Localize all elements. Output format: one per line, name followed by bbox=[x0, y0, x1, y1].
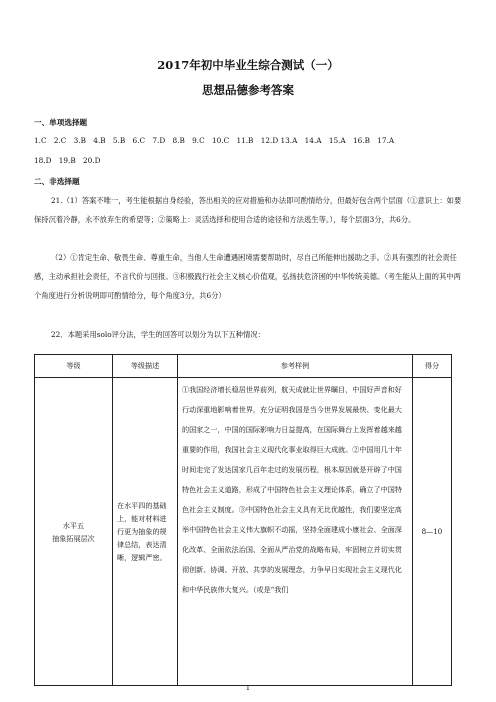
level-subname: 抽象拓展层次 bbox=[52, 533, 95, 543]
header-level: 等级 bbox=[35, 355, 113, 378]
question-21-part-1 bbox=[34, 191, 464, 229]
page-number: 1 bbox=[245, 684, 251, 692]
section2-heading: 二、非选择题 bbox=[34, 177, 80, 186]
score-cell: 8—10 bbox=[413, 378, 452, 686]
header-description: 等级描述 bbox=[113, 355, 178, 378]
header-score: 得分 bbox=[413, 355, 452, 378]
description-cell: 在水平四的基础上，能对材料进行更为抽象的规律总结，表达清晰，逻辑严密。 bbox=[113, 378, 178, 686]
answers-line-2: 18.D 19.B 20.D bbox=[34, 156, 101, 165]
q21-2-text: （2）①肯定生命、敬畏生命、尊重生命，当他人生命遭遇困境需要帮助时，尽自己所能伸出援助之手。②具有强烈的社会责任感，主动承担社会责任，不言代价与回报。③积极践行社会主义核心价值观，弘扬扶危济困的中华传统美德。（考生能从上面的其中两个角度进行分析说明即可酌情给分，每个角度3分，共6分） bbox=[34, 253, 461, 300]
answers-line-1: 1.C 2.C 3.B 4.B 5.B 6.C 7.D 8.B 9.C 10.C 11.B 12.D 13.A 14.A 15.A 16.B 17.A bbox=[34, 136, 395, 145]
page-subtitle: 思想品德参考答案 bbox=[202, 83, 294, 97]
table-header-row bbox=[35, 355, 452, 378]
example-cell: ①我国经济增长稳居世界前列，航天成就让世界瞩目，中国好声音和好行动深重地影响着世界，充分证明我国是当今世界发展最快、变化最大的国家之一，中国的国际影响力日益提高，在国际舞台上发挥着越来越重要的作用，我国社会主义现代化事业取得巨大成就。②中国用几十年时间走完了发达国家几百年走过的发展历程，根本原因就是开辟了中国特色社会主义道路，形成了中国特色社会主义理论体系，确立了中国特色社会主义制度。③中国特色社会主义具有无比优越性，我们要坚定高举中国特色社会主义伟大旗帜不动摇，坚持全面建成小康社会、全面深化改革、全面依法治国、全面从严治党的战略布局，牢固树立并切实贯彻创新、协调、开放、共享的发展理念，力争早日实现社会主义现代化和中华民族伟大复兴。（或是“我们 bbox=[178, 378, 413, 686]
question-22-intro bbox=[34, 325, 464, 344]
level-name: 水平五 bbox=[62, 520, 85, 530]
level-cell bbox=[35, 378, 113, 686]
table-row bbox=[35, 378, 452, 686]
page-title: 2017年初中毕业生综合测试（一） bbox=[157, 58, 339, 72]
question-21-part-2 bbox=[34, 248, 464, 305]
q22-text: 22．本题采用solo评分法，学生的回答可以划分为以下五种情况： bbox=[51, 330, 265, 339]
header-example: 参考样例 bbox=[178, 355, 413, 378]
q21-1-text: 21.（1）答案不唯一，考生能根据自身经验，答出相关的应对措施和办法即可酌情给分，但最好包含两个层面（①意识上：如要保持沉着冷静，永不放弃生的希望等；②策略上：灵活选择和使用合适的途径和方法逃生等。），每个层面3分，共6分。 bbox=[34, 196, 462, 224]
scoring-table bbox=[34, 354, 452, 686]
section1-heading: 一、单项选择题 bbox=[34, 118, 88, 127]
